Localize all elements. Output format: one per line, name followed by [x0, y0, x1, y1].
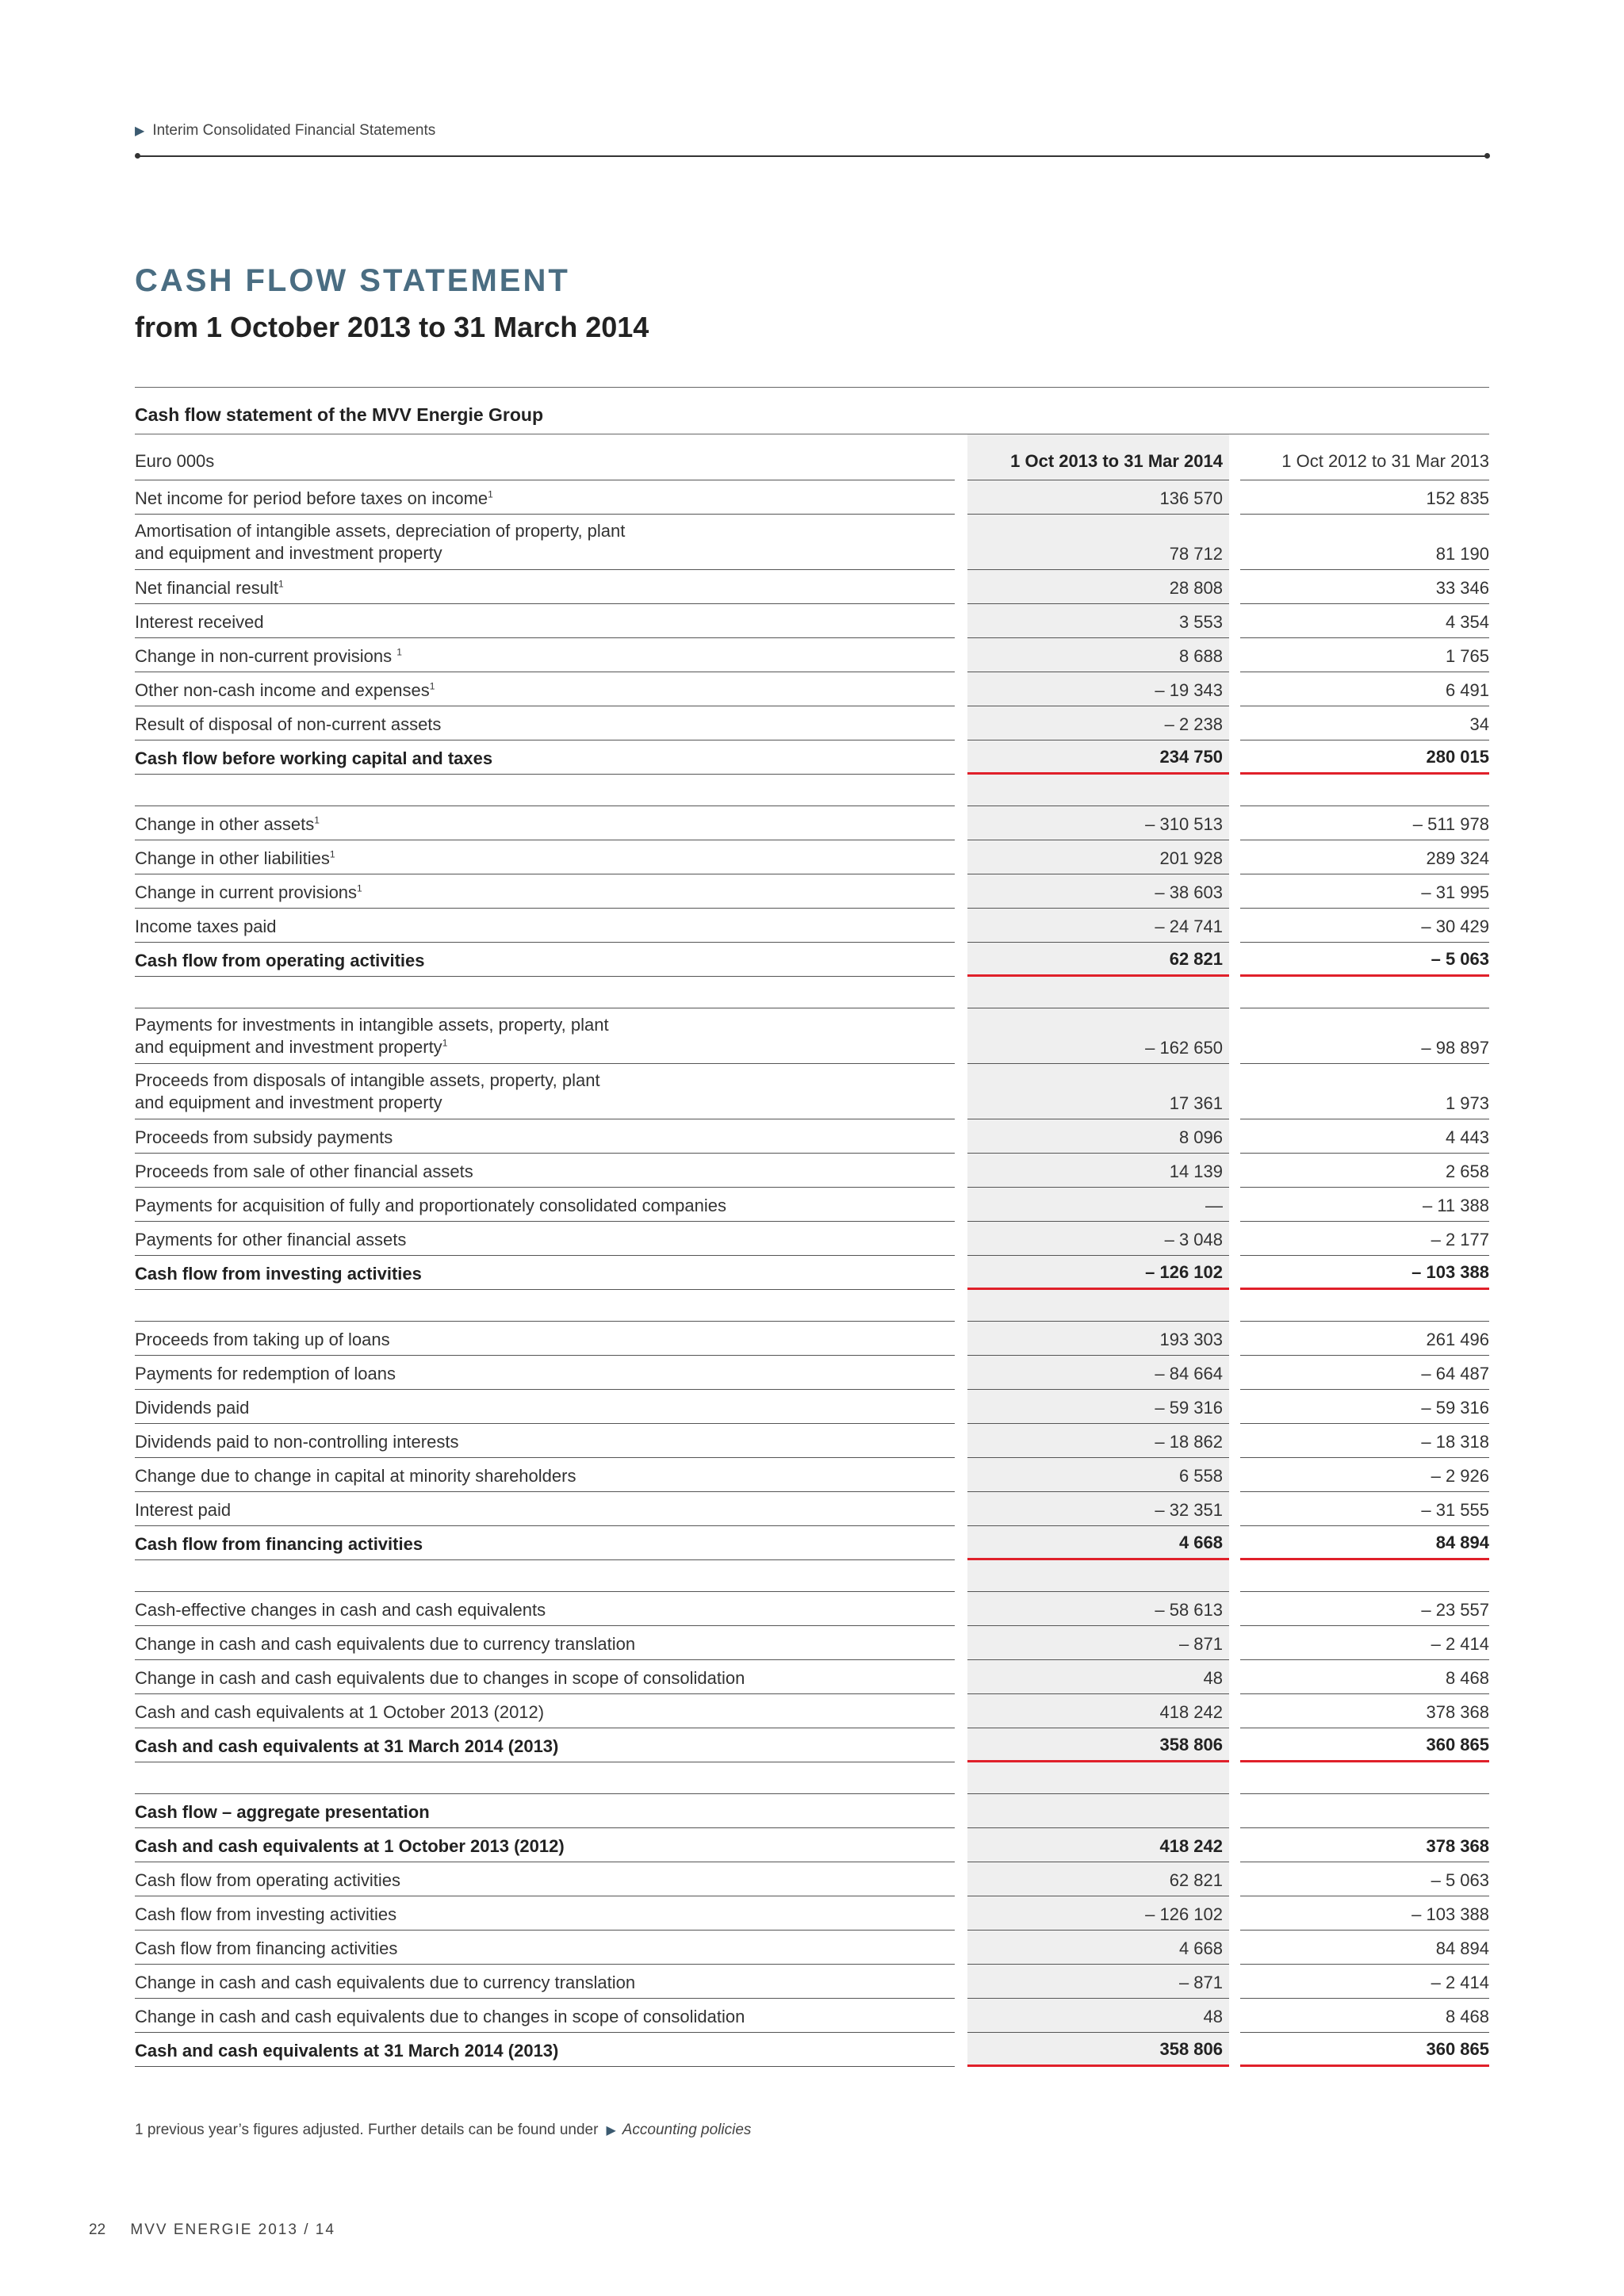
- value-previous: 8 468: [1240, 1999, 1489, 2033]
- table-row: [135, 515, 1489, 570]
- value-current: 418 242: [967, 1694, 1229, 1728]
- column-header-previous: 1 Oct 2012 to 31 Mar 2013: [1240, 434, 1489, 480]
- value-current: 4 668: [967, 1931, 1229, 1965]
- value-previous: 360 865: [1240, 2033, 1489, 2067]
- value-current: —: [967, 1188, 1229, 1222]
- value-current: – 310 513: [967, 806, 1229, 840]
- running-header-text: Interim Consolidated Financial Statements: [152, 122, 436, 139]
- value-previous: 81 190: [1240, 515, 1489, 570]
- triangle-link-icon: ▶: [606, 2124, 616, 2137]
- row-label: Change in other assets: [135, 814, 315, 834]
- value-previous: – 30 429: [1240, 909, 1489, 943]
- value-previous: – 11 388: [1240, 1188, 1489, 1222]
- table-row: [135, 1188, 1489, 1222]
- table-row: [135, 1626, 1489, 1660]
- value-current: – 3 048: [967, 1222, 1229, 1256]
- spacer-row: [135, 977, 1489, 1008]
- column-header-current: 1 Oct 2013 to 31 Mar 2014: [967, 434, 1229, 480]
- spacer-row: [135, 1762, 1489, 1794]
- table-row: [135, 638, 1489, 672]
- accounting-policies-link[interactable]: Accounting policies: [622, 2122, 752, 2138]
- value-previous: – 2 177: [1240, 1222, 1489, 1256]
- value-current: 193 303: [967, 1322, 1229, 1356]
- value-current: 78 712: [967, 515, 1229, 570]
- value-previous: 360 865: [1240, 1728, 1489, 1762]
- table-row: [135, 1965, 1489, 1999]
- table-row: [135, 1660, 1489, 1694]
- table-row: [135, 1322, 1489, 1356]
- section-heading-row: [135, 1794, 1489, 1828]
- value-current: 201 928: [967, 840, 1229, 874]
- table-row: [135, 1694, 1489, 1728]
- value-previous: 2 658: [1240, 1154, 1489, 1188]
- subtotal-row: [135, 943, 1489, 977]
- value-previous: 33 346: [1240, 570, 1489, 604]
- value-current: 6 558: [967, 1458, 1229, 1492]
- value-previous: – 98 897: [1240, 1008, 1489, 1064]
- value-previous: 84 894: [1240, 1931, 1489, 1965]
- value-current: 48: [967, 1999, 1229, 2033]
- row-label: Amortisation of intangible assets, depreciation of property, plant and equipment and investment property: [135, 521, 626, 563]
- row-label: Change in cash and cash equivalents due to changes in scope of consolidation: [135, 2007, 745, 2026]
- row-label: Cash and cash equivalents at 1 October 2013 (2012): [135, 1702, 545, 1722]
- value-current: 234 750: [967, 740, 1229, 775]
- footnote-ref: 1: [442, 1037, 448, 1049]
- value-current: 17 361: [967, 1064, 1229, 1119]
- table-row: [135, 480, 1489, 515]
- value-previous: – 2 414: [1240, 1965, 1489, 1999]
- table-row: [135, 1458, 1489, 1492]
- row-label: Dividends paid: [135, 1398, 250, 1418]
- value-current: 14 139: [967, 1154, 1229, 1188]
- row-label: Change in other liabilities: [135, 848, 330, 868]
- table-row: [135, 1390, 1489, 1424]
- value-current: 8 688: [967, 638, 1229, 672]
- value-previous: 6 491: [1240, 672, 1489, 706]
- column-header-unit: Euro 000s: [135, 434, 955, 480]
- value-previous: 261 496: [1240, 1322, 1489, 1356]
- row-label: Income taxes paid: [135, 916, 277, 936]
- value-current: – 84 664: [967, 1356, 1229, 1390]
- page-subtitle: from 1 October 2013 to 31 March 2014: [135, 311, 649, 343]
- value-previous: – 2 414: [1240, 1626, 1489, 1660]
- footnote: [135, 2122, 751, 2139]
- row-label: Payments for other financial assets: [135, 1230, 407, 1249]
- row-label: Net income for period before taxes on income: [135, 488, 488, 508]
- row-label: Proceeds from taking up of loans: [135, 1330, 390, 1349]
- page-number: 22: [89, 2221, 106, 2238]
- value-current: – 58 613: [967, 1592, 1229, 1626]
- value-current: 62 821: [967, 1862, 1229, 1896]
- footnote-ref: 1: [429, 680, 435, 692]
- value-current: 48: [967, 1660, 1229, 1694]
- row-label: Cash flow from investing activities: [135, 1264, 422, 1284]
- value-previous: 34: [1240, 706, 1489, 740]
- row-label: Cash flow from financing activities: [135, 1534, 423, 1554]
- value-previous: – 103 388: [1240, 1256, 1489, 1290]
- value-previous: – 2 926: [1240, 1458, 1489, 1492]
- table-row: [135, 806, 1489, 840]
- row-label: Cash flow from financing activities: [135, 1938, 398, 1958]
- row-label: Change due to change in capital at minority shareholders: [135, 1466, 576, 1486]
- table-row: [135, 604, 1489, 638]
- cash-flow-table: [135, 387, 1489, 2067]
- table-row: [135, 1008, 1489, 1064]
- value-current: 3 553: [967, 604, 1229, 638]
- row-label: Proceeds from disposals of intangible assets, property, plant and equipment and investment property: [135, 1070, 600, 1112]
- rule-dot-right: [1484, 153, 1490, 159]
- row-label: Result of disposal of non-current assets: [135, 714, 442, 734]
- value-current: 62 821: [967, 943, 1229, 977]
- value-previous: 4 354: [1240, 604, 1489, 638]
- value-current: – 59 316: [967, 1390, 1229, 1424]
- spacer-row: [135, 775, 1489, 806]
- value-previous: 378 368: [1240, 1828, 1489, 1862]
- value-current: – 871: [967, 1965, 1229, 1999]
- table-row: [135, 706, 1489, 740]
- row-label: Payments for redemption of loans: [135, 1364, 396, 1383]
- table-row: [135, 909, 1489, 943]
- table-row: [135, 1592, 1489, 1626]
- footnote-text: 1 previous year’s figures adjusted. Further details can be found under: [135, 2122, 599, 2138]
- table-row: [135, 1862, 1489, 1896]
- row-label: Interest paid: [135, 1500, 232, 1520]
- value-previous: 8 468: [1240, 1660, 1489, 1694]
- footnote-ref: 1: [278, 578, 284, 590]
- footnote-ref: 1: [488, 488, 493, 500]
- value-current: – 38 603: [967, 874, 1229, 909]
- table-row: [135, 1222, 1489, 1256]
- value-current: – 871: [967, 1626, 1229, 1660]
- subtotal-row: [135, 1256, 1489, 1290]
- value-previous: – 5 063: [1240, 1862, 1489, 1896]
- value-current: – 18 862: [967, 1424, 1229, 1458]
- value-current: – 126 102: [967, 1896, 1229, 1931]
- value-current: 358 806: [967, 1728, 1229, 1762]
- footnote-ref: 1: [357, 882, 362, 894]
- table-row: [135, 1828, 1489, 1862]
- row-label: Change in non-current provisions: [135, 646, 397, 666]
- value-current: – 19 343: [967, 672, 1229, 706]
- table-row: [135, 1931, 1489, 1965]
- footnote-ref: 1: [329, 848, 335, 860]
- table-row: [135, 1424, 1489, 1458]
- value-previous: 152 835: [1240, 480, 1489, 515]
- value-current: – 162 650: [967, 1008, 1229, 1064]
- row-label: Net financial result: [135, 578, 278, 598]
- value-previous: 378 368: [1240, 1694, 1489, 1728]
- row-label: Payments for acquisition of fully and proportionately consolidated companies: [135, 1196, 726, 1215]
- row-label: Cash flow – aggregate presentation: [135, 1802, 430, 1822]
- table-row: [135, 1064, 1489, 1119]
- page-footer: [89, 2221, 335, 2239]
- table-row: [135, 672, 1489, 706]
- row-label: Cash and cash equivalents at 31 March 2014 (2013): [135, 1736, 559, 1756]
- page-title: CASH FLOW STATEMENT: [135, 263, 570, 298]
- table-row: [135, 1492, 1489, 1526]
- value-previous: – 18 318: [1240, 1424, 1489, 1458]
- table-row: [135, 1999, 1489, 2033]
- value-current: – 24 741: [967, 909, 1229, 943]
- value-previous: – 31 555: [1240, 1492, 1489, 1526]
- row-label: Cash and cash equivalents at 1 October 2013 (2012): [135, 1836, 565, 1856]
- value-current: 8 096: [967, 1119, 1229, 1154]
- table-header-row: [135, 434, 1489, 480]
- row-label: Interest received: [135, 612, 264, 632]
- triangle-bullet-icon: ▶: [135, 124, 145, 138]
- publication-name: MVV ENERGIE 2013 / 14: [130, 2221, 335, 2238]
- value-previous: 84 894: [1240, 1526, 1489, 1560]
- row-label: Dividends paid to non-controlling interests: [135, 1432, 459, 1452]
- value-current: 418 242: [967, 1828, 1229, 1862]
- value-current: 4 668: [967, 1526, 1229, 1560]
- table-row: [135, 1154, 1489, 1188]
- row-label: Cash and cash equivalents at 31 March 2014 (2013): [135, 2041, 559, 2061]
- running-header: [135, 122, 435, 140]
- row-label: Proceeds from subsidy payments: [135, 1127, 393, 1147]
- footnote-ref: 1: [314, 814, 320, 826]
- subtotal-row: [135, 1728, 1489, 1762]
- value-previous: 280 015: [1240, 740, 1489, 775]
- value-previous: – 23 557: [1240, 1592, 1489, 1626]
- table-row: [135, 1356, 1489, 1390]
- value-previous: – 64 487: [1240, 1356, 1489, 1390]
- row-label: Other non-cash income and expenses: [135, 680, 430, 700]
- row-label: Change in cash and cash equivalents due to changes in scope of consolidation: [135, 1668, 745, 1688]
- row-label: Cash-effective changes in cash and cash equivalents: [135, 1600, 546, 1620]
- row-label: Cash flow from operating activities: [135, 1870, 401, 1890]
- table-row: [135, 874, 1489, 909]
- footnote-ref: 1: [396, 646, 402, 658]
- row-label: Change in current provisions: [135, 882, 358, 902]
- row-label: Change in cash and cash equivalents due to currency translation: [135, 1634, 636, 1654]
- value-previous: – 59 316: [1240, 1390, 1489, 1424]
- row-label: Cash flow from operating activities: [135, 951, 425, 970]
- cash-flow-grid: [135, 434, 1489, 2067]
- row-label: Cash flow from investing activities: [135, 1904, 397, 1924]
- header-rule: [136, 155, 1488, 157]
- value-current: – 2 238: [967, 706, 1229, 740]
- spacer-row: [135, 1560, 1489, 1592]
- row-label: Proceeds from sale of other financial assets: [135, 1161, 473, 1181]
- table-row: [135, 1896, 1489, 1931]
- value-previous: – 103 388: [1240, 1896, 1489, 1931]
- value-current: – 32 351: [967, 1492, 1229, 1526]
- subtotal-row: [135, 2033, 1489, 2067]
- value-previous: 289 324: [1240, 840, 1489, 874]
- value-current: 358 806: [967, 2033, 1229, 2067]
- value-previous: – 5 063: [1240, 943, 1489, 977]
- value-current: – 126 102: [967, 1256, 1229, 1290]
- subtotal-row: [135, 740, 1489, 775]
- value-current: 136 570: [967, 480, 1229, 515]
- value-previous: 4 443: [1240, 1119, 1489, 1154]
- table-caption: Cash flow statement of the MVV Energie Group: [135, 387, 1489, 434]
- value-previous: 1 973: [1240, 1064, 1489, 1119]
- value-previous: – 511 978: [1240, 806, 1489, 840]
- table-row: [135, 840, 1489, 874]
- value-current: 28 808: [967, 570, 1229, 604]
- row-label: Change in cash and cash equivalents due to currency translation: [135, 1973, 636, 1992]
- value-previous: 1 765: [1240, 638, 1489, 672]
- value-previous: – 31 995: [1240, 874, 1489, 909]
- spacer-row: [135, 1290, 1489, 1322]
- row-label: Cash flow before working capital and taxes: [135, 748, 493, 768]
- table-row: [135, 570, 1489, 604]
- table-row: [135, 1119, 1489, 1154]
- row-label: Payments for investments in intangible assets, property, plant and equipment and investment property$^1$: [135, 1015, 609, 1057]
- subtotal-row: [135, 1526, 1489, 1560]
